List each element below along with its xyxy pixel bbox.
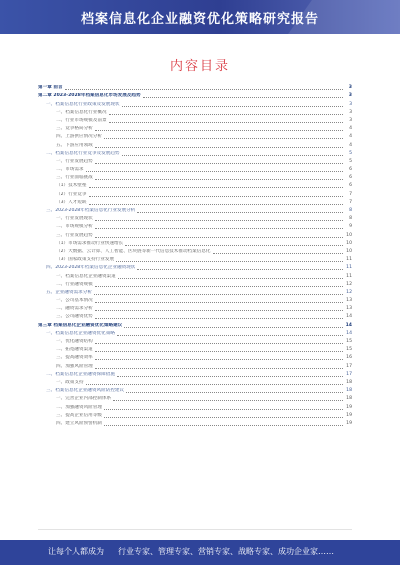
toc-leader-dots xyxy=(117,334,343,336)
toc-leader-dots xyxy=(143,96,343,98)
toc-entry-page: 14 xyxy=(346,330,352,336)
toc-entry-page: 14 xyxy=(346,314,352,320)
toc-entry-title: 五、企业融资需求分析 xyxy=(46,289,92,295)
toc-leader-dots xyxy=(95,301,343,303)
toc-entry-page: 7 xyxy=(349,191,352,197)
toc-title: 内容目录 xyxy=(169,59,230,74)
toc-leader-dots xyxy=(104,416,343,418)
toc-entry-title: 二、市场规模分析 xyxy=(56,224,93,230)
toc-entry[interactable] xyxy=(38,247,352,255)
toc-leader-dots xyxy=(95,350,343,352)
toc-entry-title: 二、加强融资风险管理 xyxy=(56,404,102,410)
toc-leader-dots xyxy=(89,195,344,197)
toc-entry-page: 6 xyxy=(349,175,352,181)
toc-entry[interactable] xyxy=(38,304,352,312)
toc-entry-title: 二、市场需求 xyxy=(56,167,84,173)
toc-entry-title: 二、行业融资规模 xyxy=(56,281,93,287)
toc-entry[interactable] xyxy=(38,361,352,369)
toc-entry-page: 15 xyxy=(346,347,352,353)
toc-entry-title: 一、档案信息化企业融资优化策略 xyxy=(46,330,115,336)
toc-entry[interactable] xyxy=(38,378,352,386)
toc-leader-dots xyxy=(95,236,343,238)
toc-entry-page: 18 xyxy=(346,396,352,402)
toc-leader-dots xyxy=(95,178,343,180)
toc-entry-title: 三、公司融资优势 xyxy=(56,314,93,320)
table-of-contents xyxy=(38,83,352,427)
toc-entry-title: 一、优化融资结构 xyxy=(56,339,93,344)
toc-entry-page: 4 xyxy=(349,142,352,148)
toc-entry[interactable] xyxy=(38,312,352,320)
toc-entry-title: 四、加强风险管理 xyxy=(56,363,93,369)
toc-entry-title: （2）大数据、云计算、人工智能、区块链等新一代信息技术推动档案信息化 xyxy=(56,248,211,254)
toc-leader-dots xyxy=(109,113,343,115)
toc-entry-title: 一、完善企业内部控制体系 xyxy=(56,396,112,402)
toc-entry-title: 第一章 前言 xyxy=(38,85,63,91)
toc-entry-title: 二、档案信息化行业竞争及发展趋势 xyxy=(46,150,120,156)
toc-entry[interactable] xyxy=(38,83,352,91)
toc-entry[interactable] xyxy=(38,181,352,189)
toc-leader-dots xyxy=(95,367,343,369)
toc-entry[interactable] xyxy=(38,411,352,419)
toc-entry-page: 3 xyxy=(349,101,352,107)
toc-leader-dots xyxy=(116,260,343,262)
toc-leader-dots xyxy=(95,219,343,221)
toc-entry-title: 四、上游供应情况分析 xyxy=(56,134,102,140)
toc-entry-page: 18 xyxy=(346,388,352,394)
toc-entry-page: 16 xyxy=(346,355,352,361)
toc-leader-dots xyxy=(95,317,343,319)
toc-entry-page: 7 xyxy=(349,199,352,205)
toc-entry-page: 14 xyxy=(345,322,352,328)
toc-leader-dots xyxy=(86,170,343,172)
toc-entry-title: 一、档案信息化行业概况 xyxy=(56,109,107,115)
toc-entry-page: 10 xyxy=(346,240,352,246)
toc-leader-dots xyxy=(95,146,343,148)
toc-leader-dots xyxy=(124,326,343,328)
toc-entry-page: 6 xyxy=(349,167,352,173)
report-title: 档案信息化企业融资优化策略研究报告 xyxy=(80,12,319,27)
toc-entry-page: 19 xyxy=(346,404,352,410)
toc-entry[interactable] xyxy=(38,386,352,394)
toc-entry-title: 二、档案信息化企业融资保障措施 xyxy=(46,371,115,377)
toc-entry[interactable] xyxy=(38,91,352,99)
toc-entry-page: 10 xyxy=(346,248,352,254)
toc-entry-page: 17 xyxy=(346,363,352,369)
toc-entry-page: 9 xyxy=(349,224,352,230)
toc-entry-title: 第二章 2023-2028年档案信息化市场发展及趋势 xyxy=(38,93,141,99)
toc-entry[interactable] xyxy=(38,239,352,247)
toc-entry[interactable] xyxy=(38,337,352,345)
toc-entry[interactable] xyxy=(38,108,352,116)
toc-entry-page: 17 xyxy=(346,371,352,377)
toc-entry-title: 一、行业发展趋势 xyxy=(56,158,93,164)
toc-leader-dots xyxy=(89,203,344,205)
toc-entry-page: 12 xyxy=(346,281,352,287)
toc-entry[interactable] xyxy=(38,263,352,271)
footer-divider xyxy=(38,529,352,530)
toc-entry-page: 3 xyxy=(349,109,352,115)
toc-leader-dots xyxy=(86,383,343,385)
toc-entry-page: 13 xyxy=(346,306,352,312)
toc-entry[interactable] xyxy=(38,149,352,157)
toc-entry[interactable] xyxy=(38,255,352,263)
toc-entry-page: 5 xyxy=(349,150,352,156)
toc-entry[interactable] xyxy=(38,198,352,206)
toc-entry-title: （1）技术壁垒 xyxy=(56,183,87,189)
toc-entry-title: （3）国家政策支持行业发展 xyxy=(56,257,115,263)
toc-entry-page: 4 xyxy=(349,126,352,132)
toc-entry-page: 4 xyxy=(349,134,352,140)
toc-entry[interactable] xyxy=(38,173,352,181)
toc-entry-title: 二、融资需求分析 xyxy=(56,306,93,312)
toc-leader-dots xyxy=(126,391,343,393)
toc-entry[interactable] xyxy=(38,353,352,361)
report-header-banner xyxy=(0,0,400,34)
toc-entry-page: 8 xyxy=(349,208,352,213)
toc-entry-title: （1）市场需求推动行业快速增长 xyxy=(56,240,124,246)
toc-entry[interactable] xyxy=(38,132,352,140)
toc-leader-dots xyxy=(122,154,343,156)
toc-entry-page: 11 xyxy=(346,273,352,279)
toc-entry[interactable] xyxy=(38,296,352,304)
toc-entry-title: （2）行业竞争 xyxy=(56,191,87,197)
toc-leader-dots xyxy=(65,88,343,90)
toc-entry-page: 3 xyxy=(349,117,352,123)
toc-leader-dots xyxy=(95,342,343,344)
toc-entry-page: 3 xyxy=(348,93,352,99)
toc-entry[interactable] xyxy=(38,370,352,378)
toc-entry[interactable] xyxy=(38,419,352,427)
toc-leader-dots xyxy=(95,227,343,229)
toc-entry[interactable] xyxy=(38,206,352,214)
toc-leader-dots xyxy=(95,129,343,131)
toc-entry-title: 三、2023-2028年档案信息化行业发展分析 xyxy=(46,208,136,213)
toc-entry[interactable] xyxy=(38,288,352,296)
toc-leader-dots xyxy=(95,309,343,311)
toc-leader-dots xyxy=(117,375,343,377)
toc-leader-dots xyxy=(213,252,343,254)
toc-leader-dots xyxy=(125,244,343,246)
toc-entry-title: 四、建立风险预警机制 xyxy=(56,420,102,426)
toc-entry[interactable] xyxy=(38,157,352,165)
toc-entry-page: 12 xyxy=(346,289,352,295)
toc-entry-title: 二、拓宽融资渠道 xyxy=(56,347,93,353)
toc-entry-title: 一、档案信息化行业政策及发展现状 xyxy=(46,101,120,107)
toc-leader-dots xyxy=(137,211,343,213)
toc-entry[interactable] xyxy=(38,329,352,337)
toc-entry-title: 一、政策支持 xyxy=(56,379,84,385)
toc-entry-title: 二、行业市场规模及前景 xyxy=(56,117,107,123)
toc-entry-page: 10 xyxy=(346,232,352,238)
toc-entry-title: 三、档案信息化企业融资风险防控建议 xyxy=(46,388,125,394)
toc-entry[interactable] xyxy=(38,124,352,132)
toc-entry-title: 五、下游应用领域 xyxy=(56,142,93,148)
toc-leader-dots xyxy=(118,277,343,279)
toc-entry[interactable] xyxy=(38,345,352,353)
toc-entry-title: （3）人才短缺 xyxy=(56,199,87,205)
toc-entry[interactable] xyxy=(38,320,352,328)
toc-entry[interactable] xyxy=(38,394,352,402)
toc-entry-page: 5 xyxy=(349,158,352,164)
toc-leader-dots xyxy=(104,137,343,139)
toc-entry-title: 一、公司基本情况 xyxy=(56,298,93,304)
toc-entry[interactable] xyxy=(38,271,352,279)
toc-entry[interactable] xyxy=(38,402,352,410)
toc-entry-page: 11 xyxy=(346,257,352,263)
toc-entry[interactable] xyxy=(38,280,352,288)
toc-entry[interactable] xyxy=(38,189,352,197)
toc-entry-page: 18 xyxy=(346,379,352,385)
toc-entry-page: 15 xyxy=(346,339,352,344)
toc-entry-page: 8 xyxy=(349,216,352,222)
toc-entry-title: 三、提高企业信用等级 xyxy=(56,412,102,418)
toc-entry-page: 19 xyxy=(346,420,352,426)
footer-slogan-right: 行业专家、管理专家、营销专家、战略专家、成功企业家…… xyxy=(118,547,334,556)
toc-entry[interactable] xyxy=(38,116,352,124)
toc-entry-page: 13 xyxy=(346,298,352,304)
toc-entry-title: 三、提高融资效率 xyxy=(56,355,93,361)
toc-entry-title: 三、行业面临挑战 xyxy=(56,175,93,181)
toc-entry-page: 3 xyxy=(348,85,352,91)
toc-entry[interactable] xyxy=(38,140,352,148)
toc-entry-page: 11 xyxy=(346,265,352,271)
toc-leader-dots xyxy=(95,285,343,287)
toc-leader-dots xyxy=(94,293,343,295)
toc-leader-dots xyxy=(95,162,343,164)
toc-entry-title: 一、档案信息化企业融资渠道 xyxy=(56,273,116,279)
toc-leader-dots xyxy=(104,408,343,410)
footer-slogan-left: 让每个人都成为 xyxy=(48,547,104,556)
toc-entry-page: 19 xyxy=(346,412,352,418)
toc-entry[interactable] xyxy=(38,222,352,230)
toc-entry[interactable] xyxy=(38,230,352,238)
toc-entry-title: 一、行业发展现状 xyxy=(56,216,93,222)
toc-entry-title: 四、2023-2028年档案信息化企业融资现状 xyxy=(46,265,136,271)
toc-leader-dots xyxy=(122,105,343,107)
toc-leader-dots xyxy=(104,424,343,426)
toc-entry-page: 6 xyxy=(349,183,352,189)
toc-entry-title: 三、竞争格局分析 xyxy=(56,126,93,132)
toc-leader-dots xyxy=(95,358,343,360)
toc-entry-title: 第三章 档案信息化企业融资优化策略建议 xyxy=(38,322,123,328)
toc-entry[interactable] xyxy=(38,214,352,222)
toc-leader-dots xyxy=(137,268,343,270)
footer-banner xyxy=(0,540,400,565)
toc-leader-dots xyxy=(109,121,343,123)
toc-leader-dots xyxy=(113,399,343,401)
toc-entry-title: 三、行业发展趋势 xyxy=(56,232,93,238)
toc-entry[interactable] xyxy=(38,165,352,173)
toc-entry[interactable] xyxy=(38,99,352,107)
toc-leader-dots xyxy=(89,186,344,188)
